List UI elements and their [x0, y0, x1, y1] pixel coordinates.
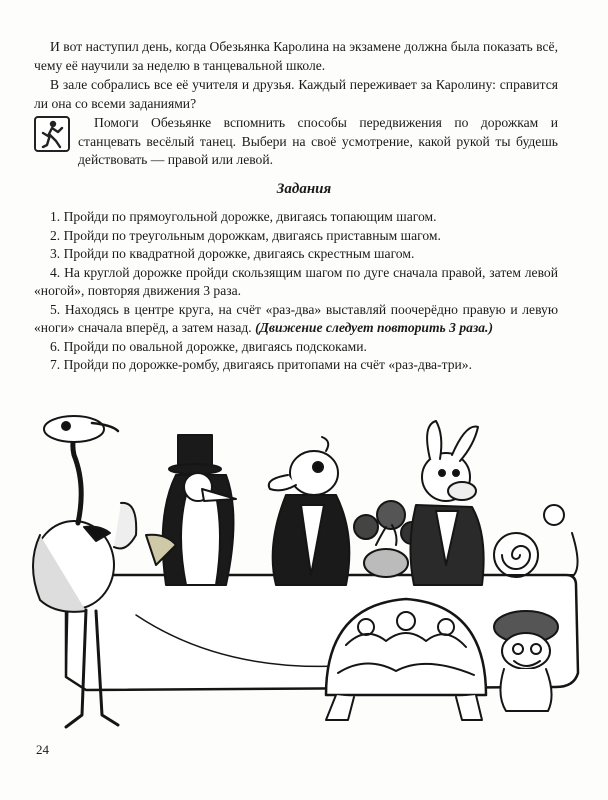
task-text: Пройди по прямоугольной дорожке, двигаясь топающим шагом. [63, 209, 437, 224]
dancing-figure-icon [34, 116, 70, 152]
task-number: 3. [50, 246, 61, 261]
hint-text: Помоги Обезьянке вспомнить способы передвижения по дорожкам и станцевать весёлый танец. Выбери на своё усмотрение, какой рукой ты будешь действовать — правой или левой. [78, 115, 558, 167]
snail-drawing [494, 505, 578, 577]
list-item [34, 338, 558, 357]
task-text: Пройди по овальной дорожке, двигаясь подскоками. [63, 338, 367, 354]
list-item [34, 227, 558, 246]
intro-paragraph-1: И вот наступил день, когда Обезьянка Каролина на экзамене должна была показать всё, чему её научили за неделю в танцевальной школе. [34, 39, 558, 73]
task-text: Пройди по треугольным дорожкам, двигаясь приставным шагом. [63, 227, 441, 243]
list-item [34, 208, 558, 227]
list-item [34, 245, 558, 264]
list-item [34, 264, 558, 301]
task-number: 2. [50, 227, 61, 243]
list-item [34, 301, 558, 338]
tasks-title: Задания [276, 181, 332, 197]
task-text: Находясь в центре круга, на счёт «раз-два» выставляй поочерёдно правую и левую «ноги» сначала вперёд, а затем назад. [34, 301, 558, 335]
task-text: Пройди по дорожке-ромбу, двигаясь притопами на счёт «раз-два-три». [63, 357, 472, 372]
donkey-drawing [410, 421, 483, 585]
page-number: 24 [36, 742, 49, 757]
task-number: 5. [50, 301, 61, 317]
task-number: 1. [50, 209, 61, 224]
task-number: 7. [50, 357, 61, 372]
cartoon-animals-at-table-illustration [26, 415, 586, 735]
penguin-drawing [146, 435, 236, 585]
tasks-list [34, 208, 558, 375]
task-text: Пройди по квадратной дорожке, двигаясь скрестным шагом. [63, 246, 415, 261]
task-number: 4. [50, 264, 61, 280]
duck-drawing [269, 437, 350, 585]
task-number: 6. [50, 338, 61, 354]
task-note: (Движение следует повторить 3 раза.) [255, 320, 493, 335]
list-item [34, 356, 558, 375]
intro-paragraph-2: В зале собрались все её учителя и друзья. Каждый переживает за Каролину: справится ли она со всеми заданиями? [34, 77, 558, 111]
task-text: На круглой дорожке пройди скользящим шагом по дуге сначала правой, затем левой «ногой», повторяя движения 3 раза. [34, 264, 558, 298]
